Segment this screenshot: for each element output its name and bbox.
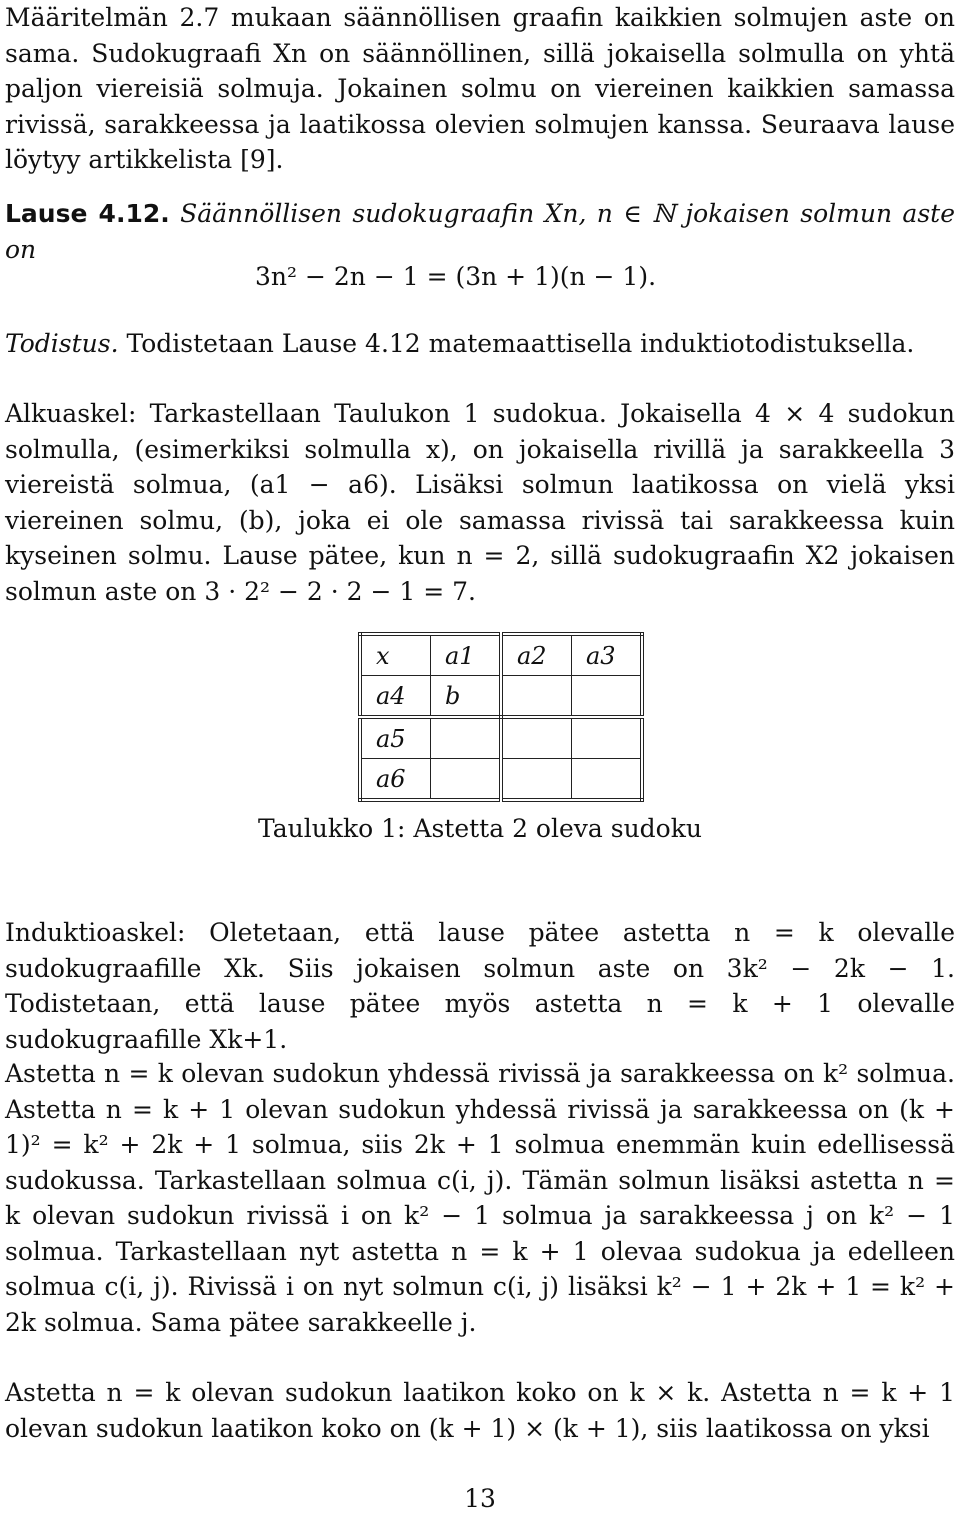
- table-cell: a3: [572, 634, 643, 676]
- table-cell: [501, 676, 572, 718]
- proof-label: Todistus.: [5, 329, 119, 358]
- table-cell: a4: [360, 676, 431, 718]
- table-cell: [431, 717, 502, 759]
- table-cell: [572, 759, 643, 801]
- paragraph-base-case: Alkuaskel: Tarkastellaan Taulukon 1 sudokua. Jokaisella 4 × 4 sudokun solmulla, (esimerkiksi solmulla x), on jokaisella rivillä ja sarakkeella 3 viereistä solmua, (a1 − a6). Lisäksi solmun laatikossa on vielä yksi viereinen solmu, (b), joka ei ole samassa rivissä tai sarakkeessa kuin kyseinen solmu. Lause pätee, kun n = 2, sillä sudokugraafin X2 jokaisen solmun aste on 3 · 2² − 2 · 2 − 1 = 7.: [5, 399, 955, 606]
- table-cell: a5: [360, 717, 431, 759]
- table-cell: [572, 717, 643, 759]
- equation: 3n² − 2n − 1 = (3n + 1)(n − 1).: [255, 262, 657, 291]
- theorem-text: Säännöllisen sudokugraafin Xn, n ∈ ℕ jokaisen solmun aste on: [5, 199, 955, 264]
- theorem: [5, 196, 955, 267]
- paragraph-induction-step: Induktioaskel: Oletetaan, että lause pätee astetta n = k olevalle sudokugraafille Xk. Siis jokaisen solmun aste on 3k² − 2k − 1. Todistetaan, että lause pätee myös astetta n = k + 1 olevalle sudokugraafille Xk+1.: [5, 918, 955, 1054]
- theorem-label: Lause 4.12.: [5, 199, 170, 228]
- paragraph-definition: Määritelmän 2.7 mukaan säännöllisen graafin kaikkien solmujen aste on sama. Sudokugraafi Xn on säännöllinen, sillä jokaisella solmulla on yhtä paljon viereisiä solmuja. Jokainen solmu on viereinen kaikkien samassa rivissä, sarakkeessa ja laatikossa olevien solmujen kanssa. Seuraava lause löytyy artikkelista [9].: [5, 3, 955, 174]
- table-cell: a2: [501, 634, 572, 676]
- paragraph-box-size: Astetta n = k olevan sudokun laatikon koko on k × k. Astetta n = k + 1 olevan sudokun laatikon koko on (k + 1) × (k + 1), siis laatikossa on yksi: [5, 1378, 955, 1443]
- table-cell: x: [360, 634, 431, 676]
- table-cell: a1: [431, 634, 502, 676]
- table-cell: a6: [360, 759, 431, 801]
- sudoku-table: [358, 632, 644, 802]
- table-cell: [501, 717, 572, 759]
- table-cell: [501, 759, 572, 801]
- proof-text: Todistetaan Lause 4.12 matemaattisella induktiotodistuksella.: [126, 329, 915, 358]
- table-caption: Taulukko 1: Astetta 2 oleva sudoku: [258, 814, 702, 843]
- table-cell: [431, 759, 502, 801]
- paragraph-rows-columns: Astetta n = k olevan sudokun yhdessä rivissä ja sarakkeessa on k² solmua. Astetta n = k + 1 olevan sudokun yhdessä rivissä ja sarakkeessa on (k + 1)² = k² + 2k + 1 solmua, siis 2k + 1 solmua enemmän kuin edellisessä sudokussa. Tarkastellaan solmua c(i, j). Tämän solmun lisäksi astetta n = k olevan sudokun rivissä i on k² − 1 solmua ja sarakkeessa j on k² − 1 solmua. Tarkastellaan nyt astetta n = k + 1 olevaa sudokua ja edelleen solmua c(i, j). Rivissä i on nyt solmun c(i, j) lisäksi k² − 1 + 2k + 1 = k² + 2k solmua. Sama pätee sarakkeelle j.: [5, 1059, 955, 1337]
- table-cell: [572, 676, 643, 718]
- proof-intro: [5, 326, 955, 362]
- table-cell: b: [431, 676, 502, 718]
- page-number: 13: [464, 1484, 496, 1513]
